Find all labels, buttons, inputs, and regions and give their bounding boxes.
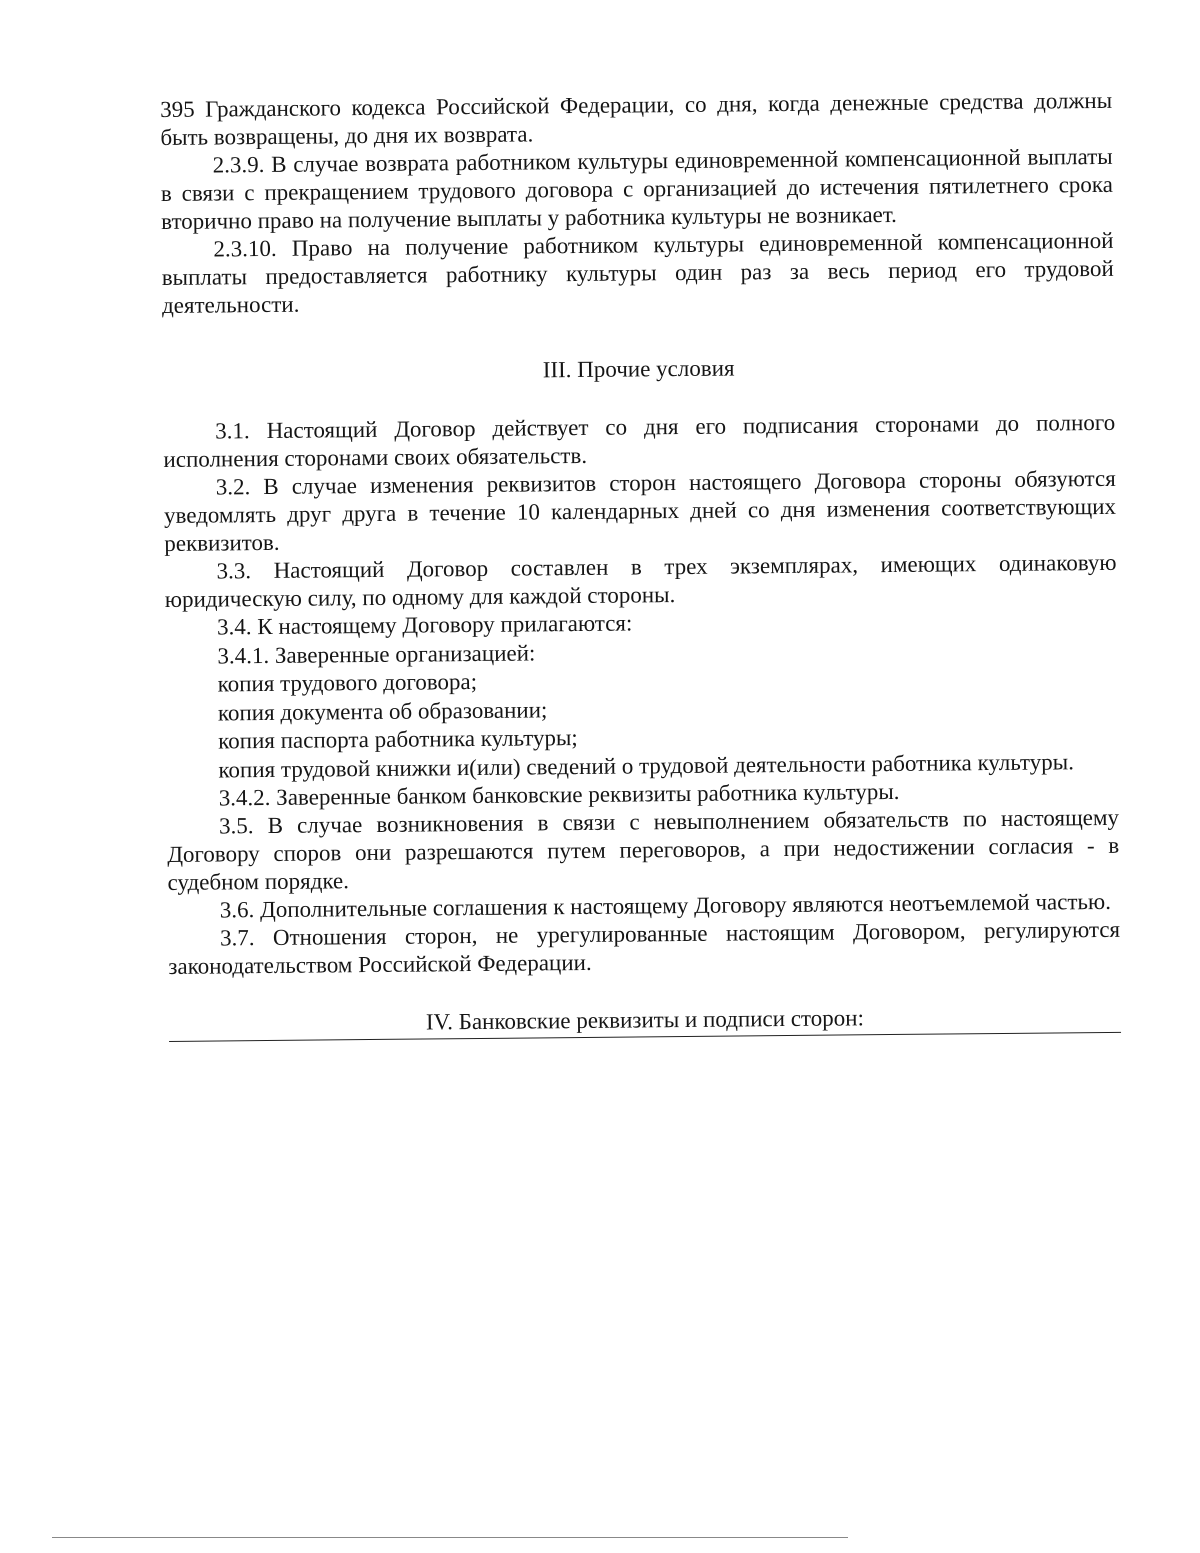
paragraph-3-6: 3.6. Дополнительные соглашения к настоящему Договору являются неотъемлемой частью.: [219, 888, 1111, 923]
list-item-passport: копия паспорта работника культуры;: [218, 725, 578, 754]
paragraph-2-3-9: 2.3.9. В случае возврата работником культуры единовременной компенсационной выплаты в связи с прекращением трудового договора с организацией до истечения пятилетнего срока вторично право на получение выплаты у работника культуры не возникает.: [160, 143, 1114, 234]
document-page: [160, 87, 1121, 1042]
page-bottom-rule: [52, 1537, 848, 1538]
paragraph-3-1: 3.1. Настоящий Договор действует со дня его подписания сторонами до полного исполнения сторонами своих обязательств.: [163, 409, 1116, 472]
paragraph-3-7: 3.7. Отношения сторон, не урегулированные настоящим Договором, регулируются законодательством Российской Федерации.: [168, 916, 1121, 979]
paragraph-3-4-1: 3.4.1. Заверенные организацией:: [217, 639, 536, 668]
list-item-work-record: копия трудовой книжки и(или) сведений о трудовой деятельности работника культуры.: [218, 748, 1075, 782]
paragraph-intro: 395 Гражданского кодекса Российской Федерации, со дня, когда денежные средства должны быть возвращены, до дня их возврата.: [160, 87, 1113, 150]
paragraph-3-4-2: 3.4.2. Заверенные банком банковские реквизиты работника культуры.: [218, 778, 900, 810]
list-item-employment-contract: копия трудового договора;: [217, 668, 478, 697]
section-3-heading: III. Прочие условия: [542, 355, 735, 383]
paragraph-3-2: 3.2. В случае изменения реквизитов сторон настоящего Договора стороны обязуются уведомлять друг друга в течение 10 календарных дней со дня изменения соответствующих реквизитов.: [163, 465, 1117, 556]
paragraph-3-3: 3.3. Настоящий Договор составлен в трех экземплярах, имеющих одинаковую юридическую силу, по одному для каждой стороны.: [164, 549, 1117, 612]
paragraph-3-4: 3.4. К настоящему Договору прилагаются:: [216, 610, 633, 640]
paragraph-3-5: 3.5. В случае возникновения в связи с невыполнением обязательств по настоящему Договору споров они разрешаются путем переговоров, а при недостижении согласия - в судебном порядке.: [167, 804, 1120, 895]
paragraph-2-3-10: 2.3.10. Право на получение работником культуры единовременной компенсационной выплаты предоставляется работнику культуры один раз за весь период его трудовой деятельности.: [161, 227, 1114, 318]
section-4-heading: IV. Банковские реквизиты и подписи сторон:: [169, 1002, 1121, 1042]
list-item-education-document: копия документа об образовании;: [217, 696, 548, 725]
